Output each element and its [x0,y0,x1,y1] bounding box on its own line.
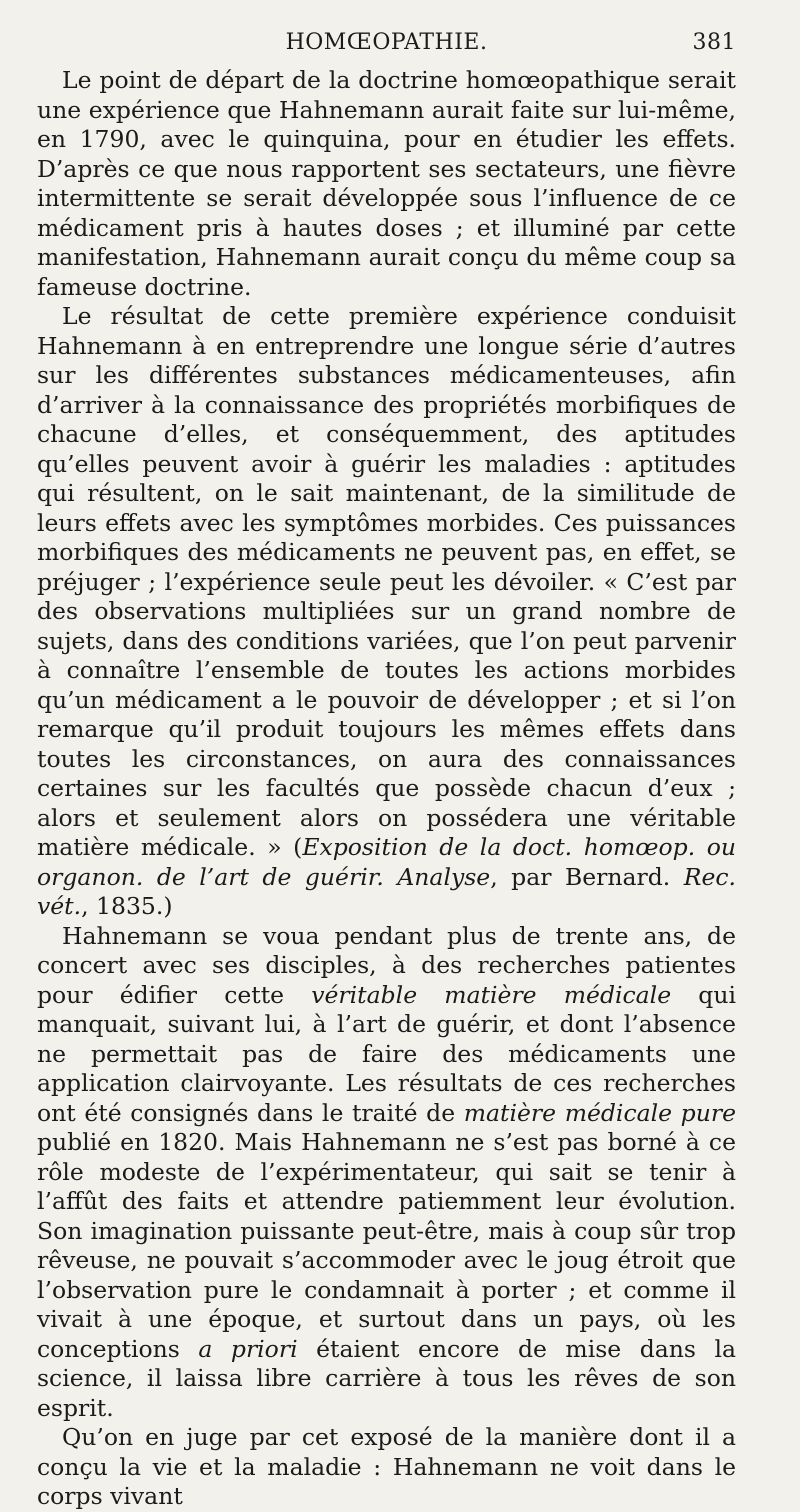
paragraph [37,66,736,302]
text-segment: , 1835.) [81,892,173,920]
italic-text: matière médicale pure [463,1098,736,1127]
text-segment: Le résultat de cette première expérience conduisit Hahnemann à en entreprendre une longue série d’autres sur les différentes substances médicamenteuses, afin d’arriver à la connaissance des propriétés morbifiques de chacune d’elles, et conséquemment, des aptitudes qu’elles peuvent avoir à guérir les maladies : aptitudes qui résultent, on le sait maintenant, de la similitude de leurs effets avec les symptômes morbides. Ces puissances morbifiques des médicaments ne peuvent pas, en effet, se préjuger ; l’expérience seule peut les dévoiler. « C’est par des observations multipliées sur un grand nombre de sujets, dans des conditions variées, que l’on peut parvenir à connaître l’ensemble de toutes les actions morbides qu’un médicament a le pouvoir de développer ; et si l’on remarque qu’il produit toujours les mêmes effets dans toutes les circonstances, on aura des connaissances certaines sur les facultés que possède chacun d’eux ; alors et seulement alors on possédera une véritable matière médicale. » ( [37,302,736,861]
text-segment: qui manquait, suivant lui, à l’art de guérir, et dont l’absence ne permettait pas de faire des médicaments une application clairvoyante. Les résultats de ces recherches ont été consignés dans le traité de [37,980,736,1127]
italic-text: véritable matière médicale [311,980,672,1009]
text-segment: Qu’on en juge par cet exposé de la manière dont il a conçu la vie et la maladie : Hahnemann ne voit dans le corps vivant [37,1423,736,1510]
text-segment: , par Bernard. [490,862,684,891]
paragraph [37,302,736,922]
italic-text: Exposition de la doct. homœop. ou organon. de l’art de guérir. Analyse [37,833,736,891]
text-segment: publié en 1820. Mais Hahnemann ne s’est pas borné à ce rôle modeste de l’expérimentateur, qui sait se tenir à l’affût des faits et attendre patiemment leur évolution. Son imagination puissante peut-être, mais à coup sûr trop rêveuse, ne pouvait s’accommoder avec le joug étroit que l’observation pure le condamnait à porter ; et comme il vivait à une époque, et surtout dans un pays, où les conceptions [37,1128,736,1363]
body-text [37,66,736,1512]
page-number: 381 [692,30,736,55]
paragraph [37,922,736,1424]
italic-text: a priori [198,1334,298,1363]
running-head [37,30,736,66]
running-title: HOMŒOPATHIE. [285,30,488,55]
text-segment: étaient encore de mise dans la science, il laissa libre carrière à tous les rêves de son esprit. [37,1334,736,1422]
paragraph [37,1423,736,1512]
text-segment: Le point de départ de la doctrine homœopathique serait une expérience que Hahnemann aurait faite sur lui-même, en 1790, avec le quinquina, pour en étudier les effets. D’après ce que nous rapportent ses sectateurs, une fièvre intermittente se serait développée sous l’influence de ce médicament pris à hautes doses ; et illuminé par cette manifestation, Hahnemann aurait conçu du même coup sa fameuse doctrine. [37,66,736,301]
text-segment: Hahnemann se voua pendant plus de trente ans, de concert avec ses disciples, à des recherches patientes pour édifier cette [37,921,736,1009]
italic-text: Rec. vét. [37,862,736,920]
